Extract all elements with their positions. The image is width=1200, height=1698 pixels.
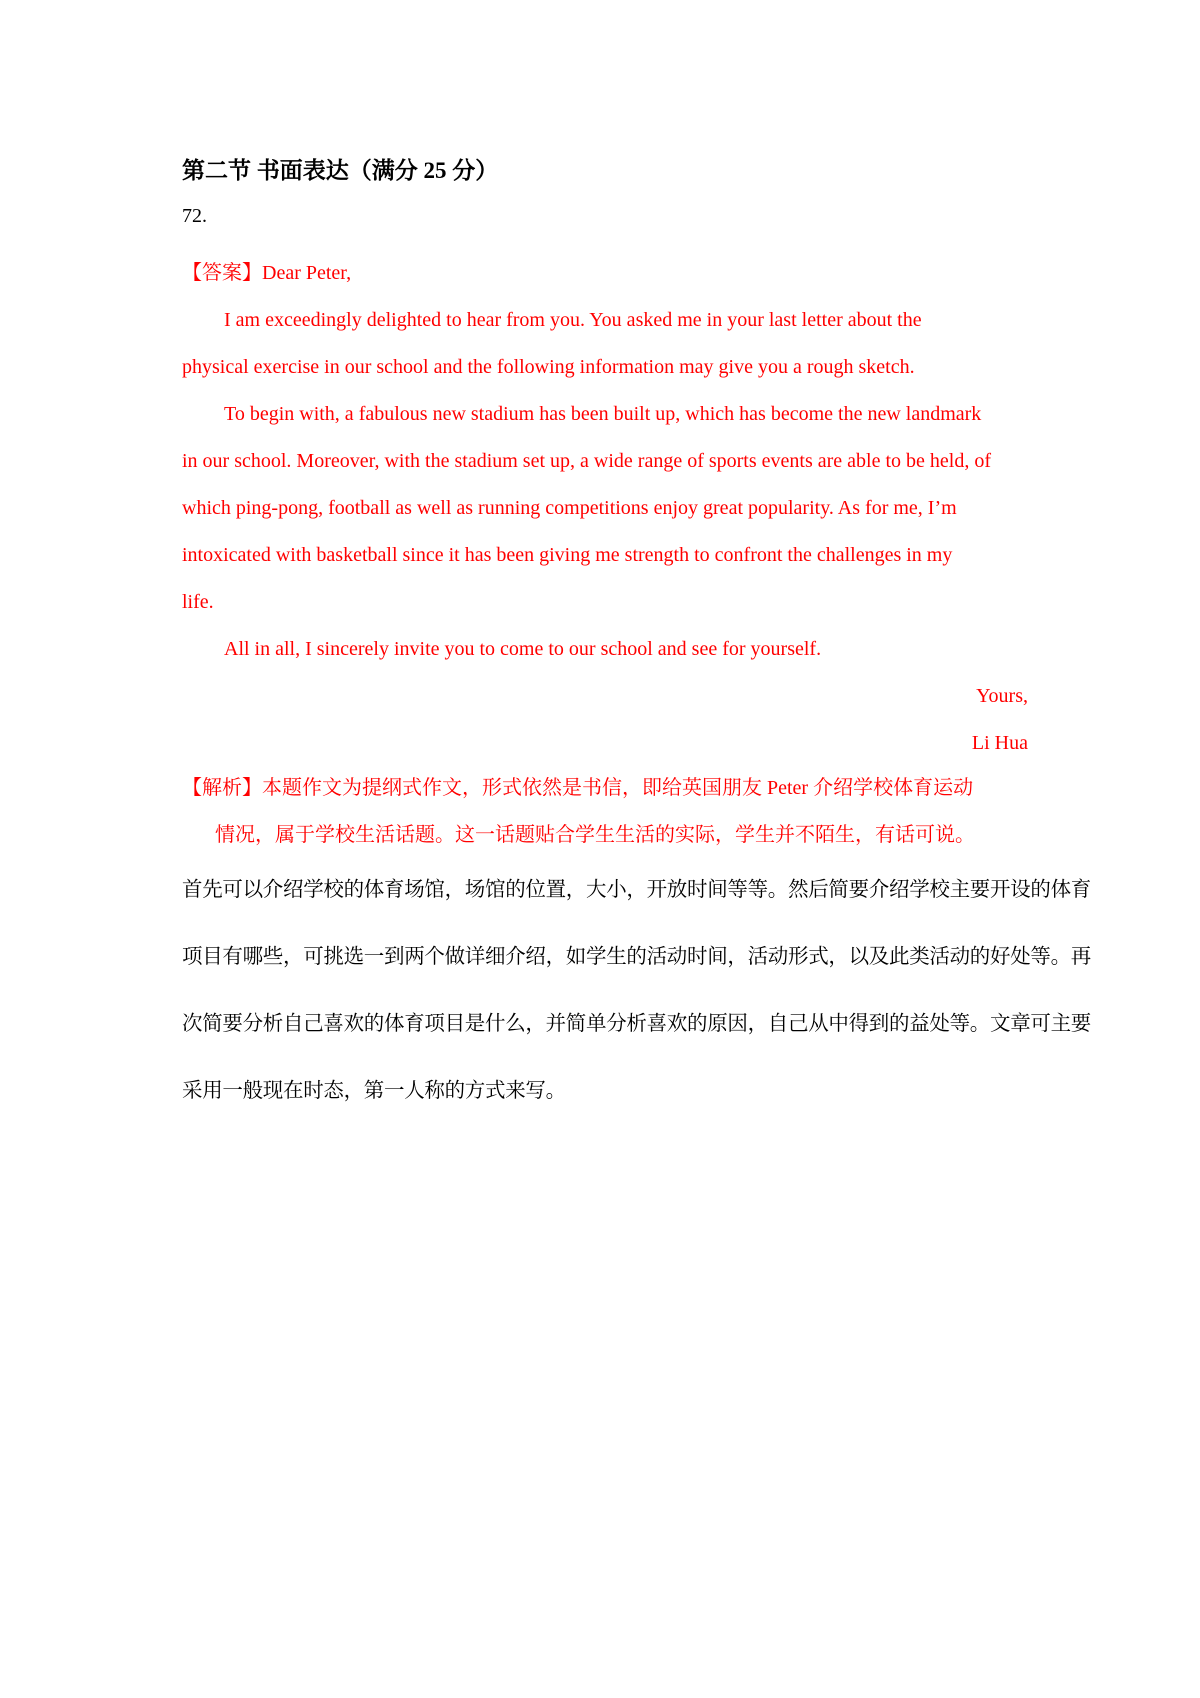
analysis-tag: 【解析】 (182, 777, 262, 799)
letter-paragraph-1-line-1: I am exceedingly delighted to hear from you. You asked me in your last letter about the (224, 309, 922, 331)
explanation-line-1: 首先可以介绍学校的体育场馆，场馆的位置，大小，开放时间等等。然后简要介绍学校主要开设的体育 (182, 877, 1091, 901)
section-heading: 第二节 书面表达（满分 25 分） (182, 158, 499, 183)
letter-closing: Yours, (976, 685, 1028, 707)
analysis-block (182, 765, 1028, 859)
letter-signature: Li Hua (971, 732, 1028, 754)
answer-letter (182, 250, 1028, 767)
explanation-line-4: 采用一般现在时态，第一人称的方式来写。 (182, 1078, 566, 1102)
letter-paragraph-2-line-4: intoxicated with basketball since it has been giving me strength to confront the challenges in my (182, 544, 953, 566)
answer-first-line (182, 250, 1028, 297)
letter-paragraph-3-line-1: All in all, I sincerely invite you to come to our school and see for yourself. (224, 638, 822, 660)
letter-paragraph-1-line-2: physical exercise in our school and the following information may give you a rough sketch. (182, 356, 915, 378)
letter-paragraph-2-line-1: To begin with, a fabulous new stadium has been built up, which has become the new landmark (224, 403, 982, 425)
analysis-line-2: 情况，属于学校生活话题。这一话题贴合学生生活的实际，学生并不陌生，有话可说。 (215, 824, 975, 846)
explanation-line-2: 项目有哪些，可挑选一到两个做详细介绍，如学生的活动时间，活动形式，以及此类活动的好处等。再 (182, 944, 1091, 968)
letter-paragraph-2-line-2: in our school. Moreover, with the stadium set up, a wide range of sports events are able to be held, of (182, 450, 991, 472)
answer-tag: 【答案】 (182, 262, 262, 284)
analysis-text-1: 本题作文为提纲式作文，形式依然是书信，即给英国朋友 Peter 介绍学校体育运动 (262, 777, 974, 799)
analysis-line-1 (182, 765, 1028, 812)
question-number: 72. (182, 205, 207, 227)
explanation-block (182, 856, 1162, 1124)
letter-salutation: Dear Peter, (262, 262, 352, 284)
letter-paragraph-2-line-5: life. (182, 591, 214, 613)
explanation-line-3: 次简要分析自己喜欢的体育项目是什么，并简单分析喜欢的原因，自己从中得到的益处等。文章可主要 (182, 1011, 1091, 1035)
letter-paragraph-2-line-3: which ping-pong, football as well as running competitions enjoy great popularity. As for me, I’m (182, 497, 957, 519)
